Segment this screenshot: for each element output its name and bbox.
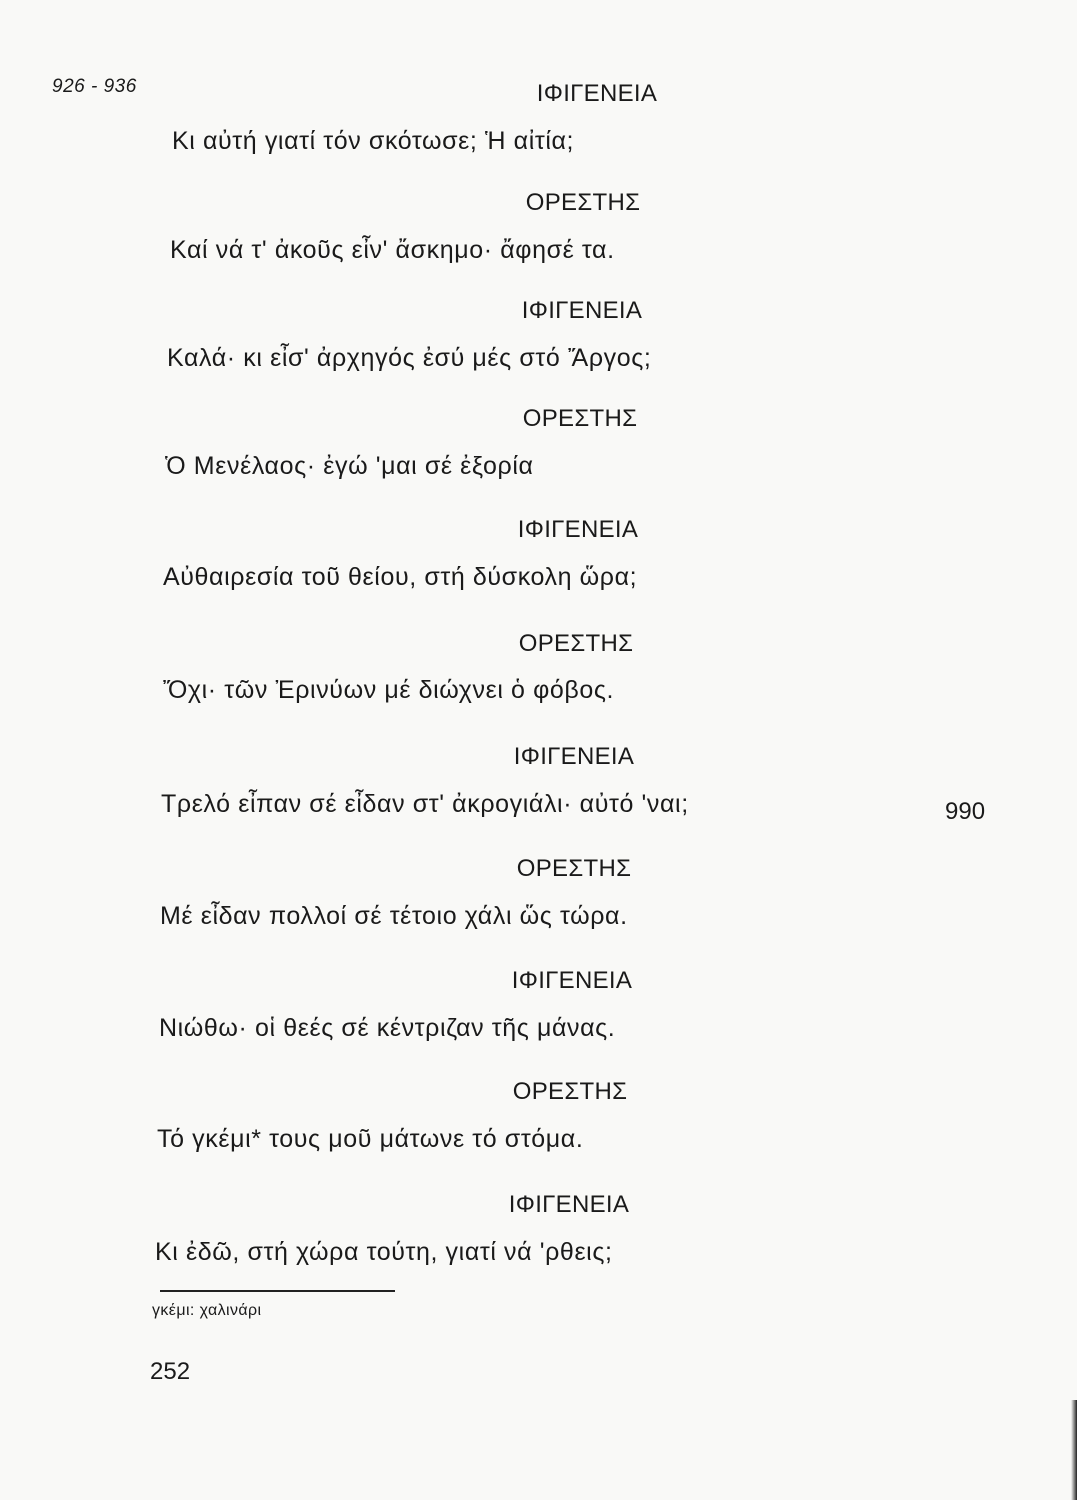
verse-line: Κι αὐτή γιατί τόν σκότωσε; Ἡ αἰτία; — [172, 127, 575, 155]
speaker-name: ΟΡΕΣΤΗΣ — [512, 1078, 628, 1105]
speaker-name: ΙΦΙΓΕΝΕΙΑ — [513, 743, 635, 770]
verse-line: Ὁ Μενέλαος· ἐγώ 'μαι σέ ἐξορία — [165, 452, 534, 480]
speaker-name: ΙΦΙΓΕΝΕΙΑ — [517, 516, 639, 543]
verse-line: Καλά· κι εἶσ' ἀρχηγός ἐσύ μές στό Ἄργος; — [167, 344, 652, 372]
page-number: 252 — [150, 1358, 191, 1385]
verse-line: Νιώθω· οἱ θεές σέ κέντριζαν τῆς μάνας. — [159, 1014, 616, 1042]
line-range-header: 926 - 936 — [52, 76, 137, 97]
verse-line: Καί νά τ' ἀκοῦς εἶν' ἄσκημο· ἄφησέ τα. — [170, 236, 615, 264]
speaker-name: ΙΦΙΓΕΝΕΙΑ — [521, 297, 643, 324]
page-edge-shadow — [1071, 1400, 1077, 1500]
speaker-name: ΟΡΕΣΤΗΣ — [516, 855, 632, 882]
verse-line: Αὐθαιρεσία τοῦ θείου, στή δύσκολη ὥρα; — [163, 563, 638, 591]
footnote: γκέμι: χαλινάρι — [152, 1302, 262, 1319]
speaker-name: ΟΡΕΣΤΗΣ — [525, 189, 641, 216]
margin-line-number: 990 — [945, 798, 986, 825]
speaker-name: ΙΦΙΓΕΝΕΙΑ — [536, 80, 658, 107]
footnote-divider — [160, 1290, 395, 1292]
verse-line: Τρελό εἶπαν σέ εἶδαν στ' ἀκρογιάλι· αὐτό 'ναι; — [161, 790, 689, 818]
verse-line: Μέ εἶδαν πολλοί σέ τέτοιο χάλι ὥς τώρα. — [160, 902, 628, 930]
speaker-name: ΙΦΙΓΕΝΕΙΑ — [511, 967, 633, 994]
speaker-name: ΟΡΕΣΤΗΣ — [518, 630, 634, 657]
verse-line: Ὄχι· τῶν Ἐρινύων μέ διώχνει ὁ φόβος. — [163, 676, 615, 704]
speaker-name: ΟΡΕΣΤΗΣ — [522, 405, 638, 432]
verse-line: Κι ἐδῶ, στή χώρα τούτη, γιατί νά 'ρθεις; — [155, 1238, 613, 1266]
speaker-name: ΙΦΙΓΕΝΕΙΑ — [508, 1191, 630, 1218]
verse-line: Τό γκέμι* τους μοῦ μάτωνε τό στόμα. — [157, 1125, 584, 1153]
